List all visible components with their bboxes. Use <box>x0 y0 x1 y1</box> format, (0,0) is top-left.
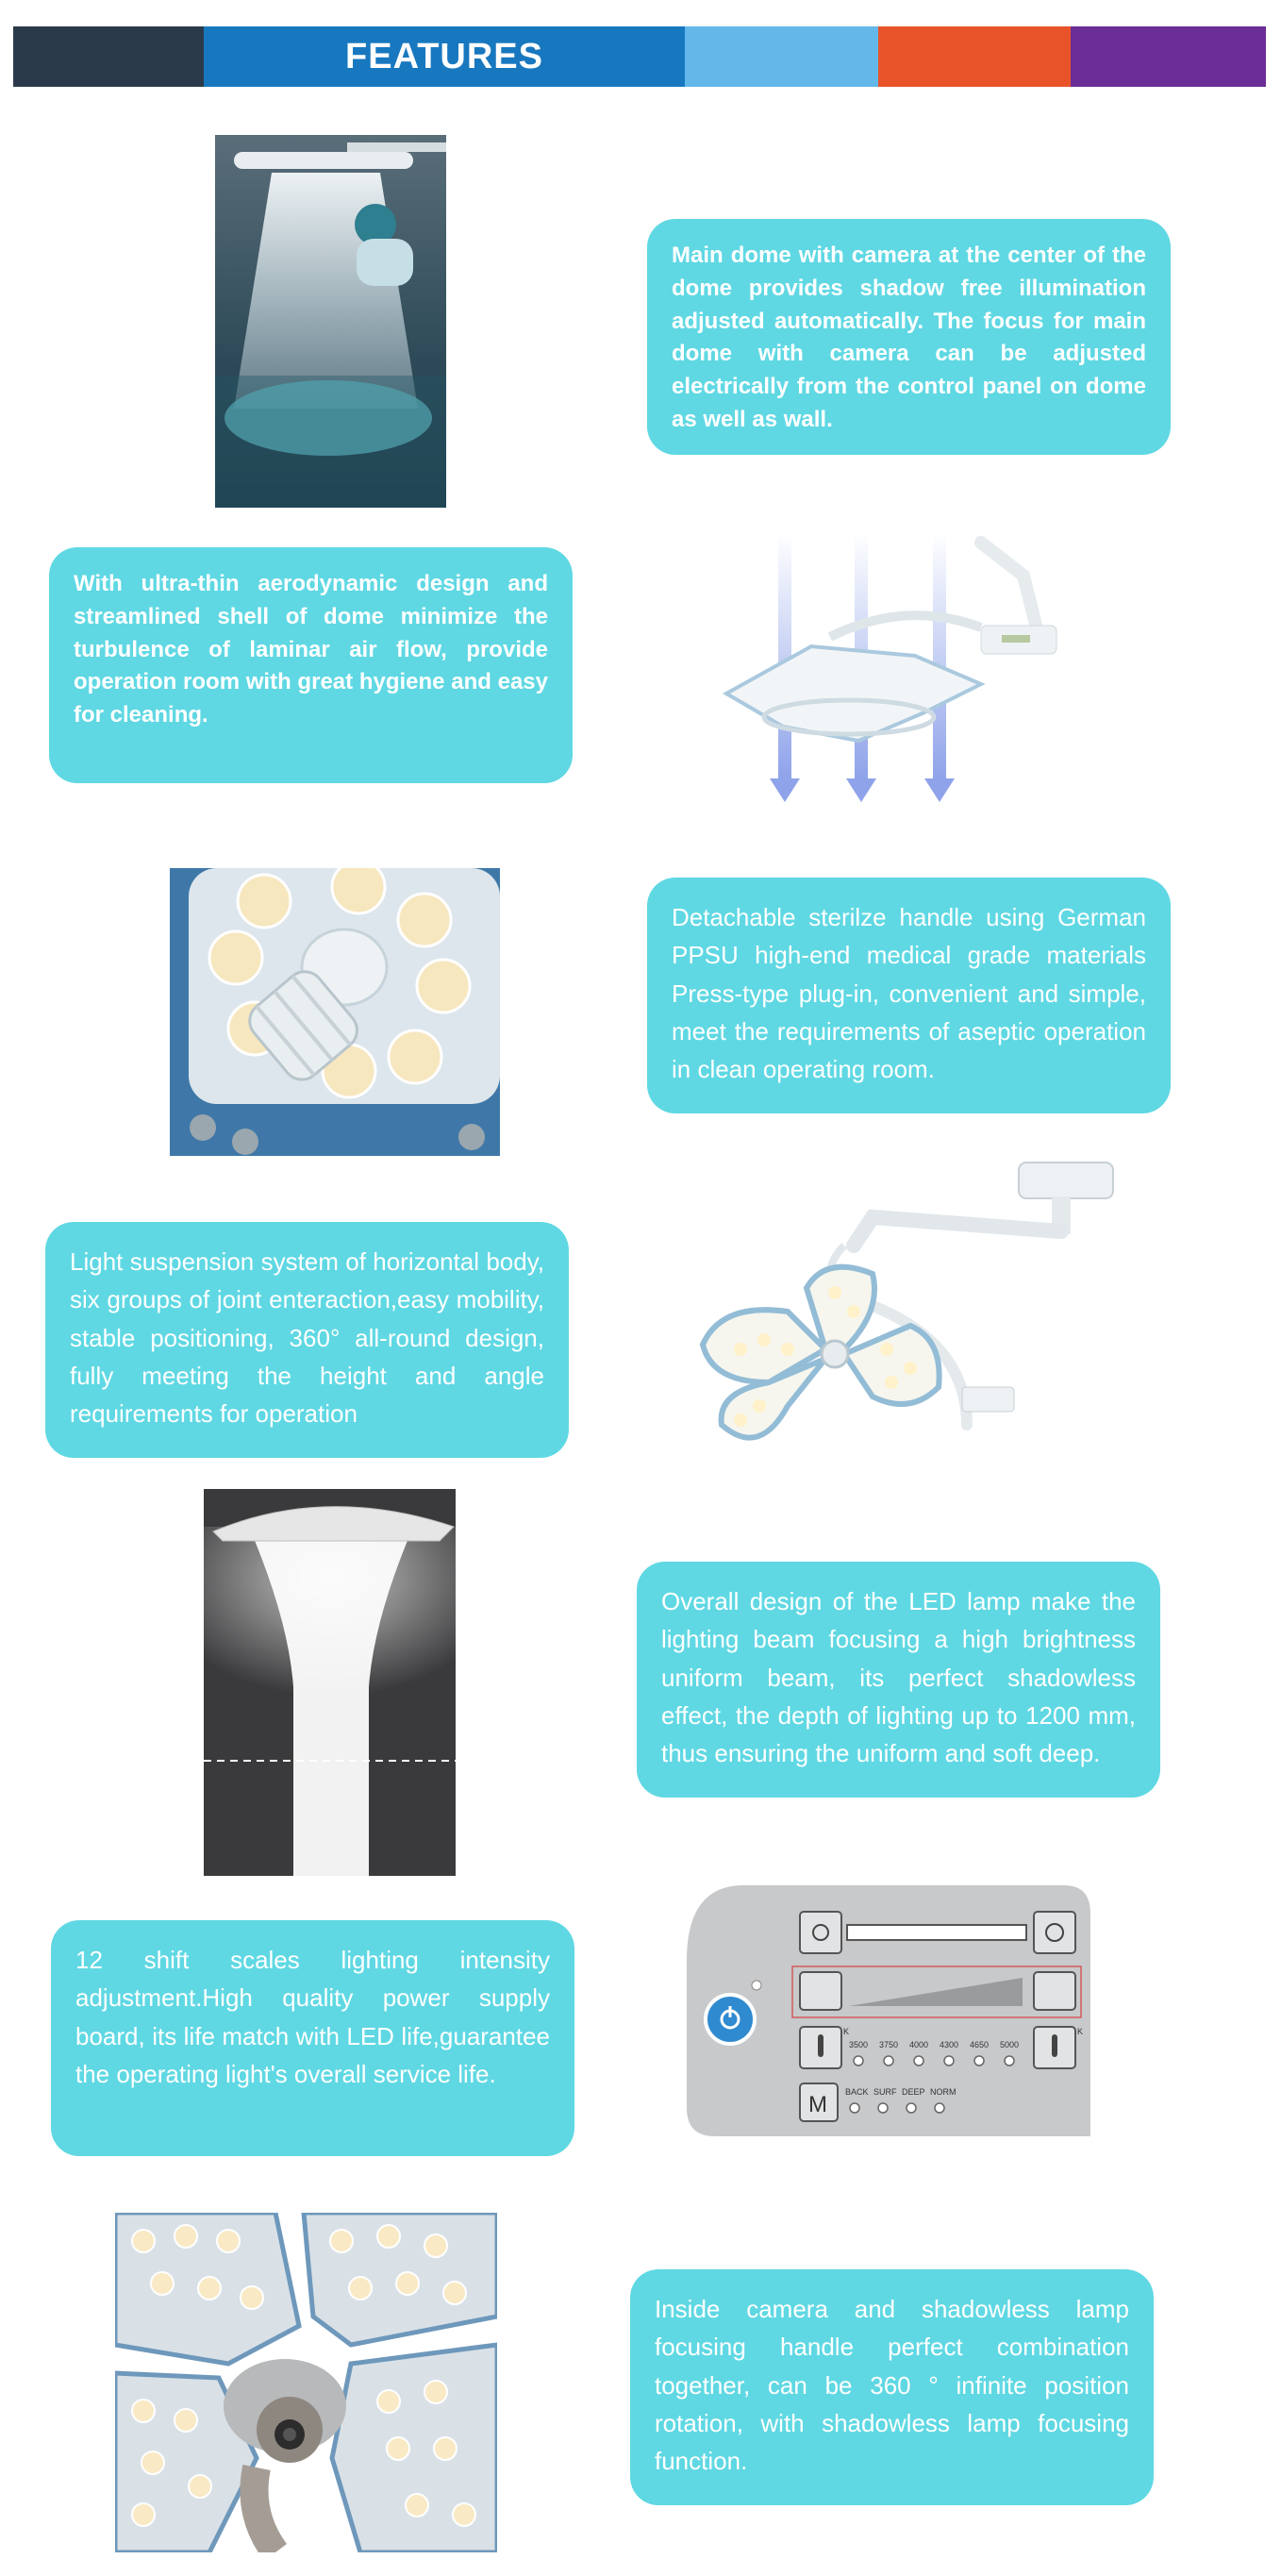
banner-segment-blue <box>204 26 685 87</box>
feature-card-suspension <box>45 1222 569 1458</box>
color-temp-label: 3750 <box>879 2040 899 2049</box>
mode-indicator <box>878 2103 888 2113</box>
mode-indicator <box>935 2103 944 2113</box>
airflow-dome-illustration <box>698 533 1075 807</box>
brightness-down-icon <box>800 1912 841 1953</box>
banner-title: FEATURES <box>345 36 543 76</box>
k-label-left: K <box>843 2027 850 2036</box>
m-label: M <box>808 2092 827 2117</box>
feature-card-intensity <box>51 1920 574 2156</box>
feature-text: 12 shift scales lighting intensity adjustment.High quality power supply board, its life match with LED life,guarantee the operating light's overall service life. <box>75 1946 550 2088</box>
color-temp-label: 4000 <box>909 2040 929 2049</box>
color-temp-indicator <box>914 2056 923 2066</box>
control-panel-illustration <box>687 1885 1090 2136</box>
power-icon <box>706 1995 755 2044</box>
light-beam-photo <box>204 1489 456 1876</box>
banner-segment-dark <box>13 26 204 87</box>
surgeon-light-photo <box>215 135 446 508</box>
suspension-lamp-illustration <box>684 1161 1123 1477</box>
mode-label: NORM <box>930 2087 957 2097</box>
feature-card-camera-handle <box>630 2269 1154 2505</box>
feature-card-led-beam <box>637 1562 1160 1798</box>
mode-label: DEEP <box>902 2087 925 2097</box>
feature-text: Light suspension system of horizontal body, six groups of joint enteraction,easy mobility, stable positioning, 360° all-round design, fully meeting the height and angle requirements for operation <box>70 1247 544 1429</box>
color-temp-indicator <box>884 2056 893 2066</box>
feature-text: Inside camera and shadowless lamp focusing handle perfect combination together, can be 360 ° infinite position rotation, with shadowless lamp focusing function. <box>655 2295 1129 2476</box>
color-temp-indicator <box>854 2056 863 2066</box>
banner-segment-orange <box>878 26 1071 87</box>
color-temp-indicator <box>974 2056 984 2066</box>
color-temp-label: 5000 <box>1000 2040 1020 2049</box>
sterile-handle-photo <box>170 868 500 1156</box>
feature-text: Main dome with camera at the center of the dome provides shadow free illumination adjusted automatically. The focus for main dome with camera can be adjusted electrically from the control panel on dome as well as wall. <box>672 243 1146 432</box>
feature-text: Overall design of the LED lamp make the lighting beam focusing a high brightness uniform beam, its perfect shadowless effect, the depth of lighting up to 1200 mm, thus ensuring the uniform and soft deep. <box>661 1587 1136 1768</box>
mode-label: SURF <box>873 2087 897 2097</box>
feature-card-camera-dome <box>647 219 1171 455</box>
brightness-up-icon <box>1034 1912 1075 1953</box>
banner-segment-purple <box>1071 26 1266 87</box>
feature-text: With ultra-thin aerodynamic design and streamlined shell of dome minimize the turbulence of laminar air flow, provide operation room with great hygiene and easy for cleaning. <box>74 571 548 728</box>
color-temp-label: 4650 <box>970 2040 990 2049</box>
mode-indicator <box>850 2103 859 2113</box>
feature-card-aerodynamic <box>49 547 573 783</box>
mode-indicator <box>907 2103 916 2113</box>
color-temp-indicator <box>1005 2056 1014 2066</box>
color-temp-indicator <box>944 2056 954 2066</box>
mode-label: BACK <box>845 2087 869 2097</box>
color-temp-label: 3500 <box>849 2040 869 2049</box>
camera-handle-photo <box>115 2213 497 2552</box>
feature-text: Detachable sterilze handle using German PPSU high-end medical grade materials Press-type plug-in, convenient and simple, meet the requirements of aseptic operation in clean operating room. <box>672 903 1146 1084</box>
features-banner <box>13 26 1266 87</box>
feature-card-sterile-handle <box>647 878 1171 1113</box>
k-label-right: K <box>1077 2027 1084 2036</box>
banner-segment-light-blue <box>685 26 878 87</box>
color-temp-label: 4300 <box>940 2040 959 2049</box>
